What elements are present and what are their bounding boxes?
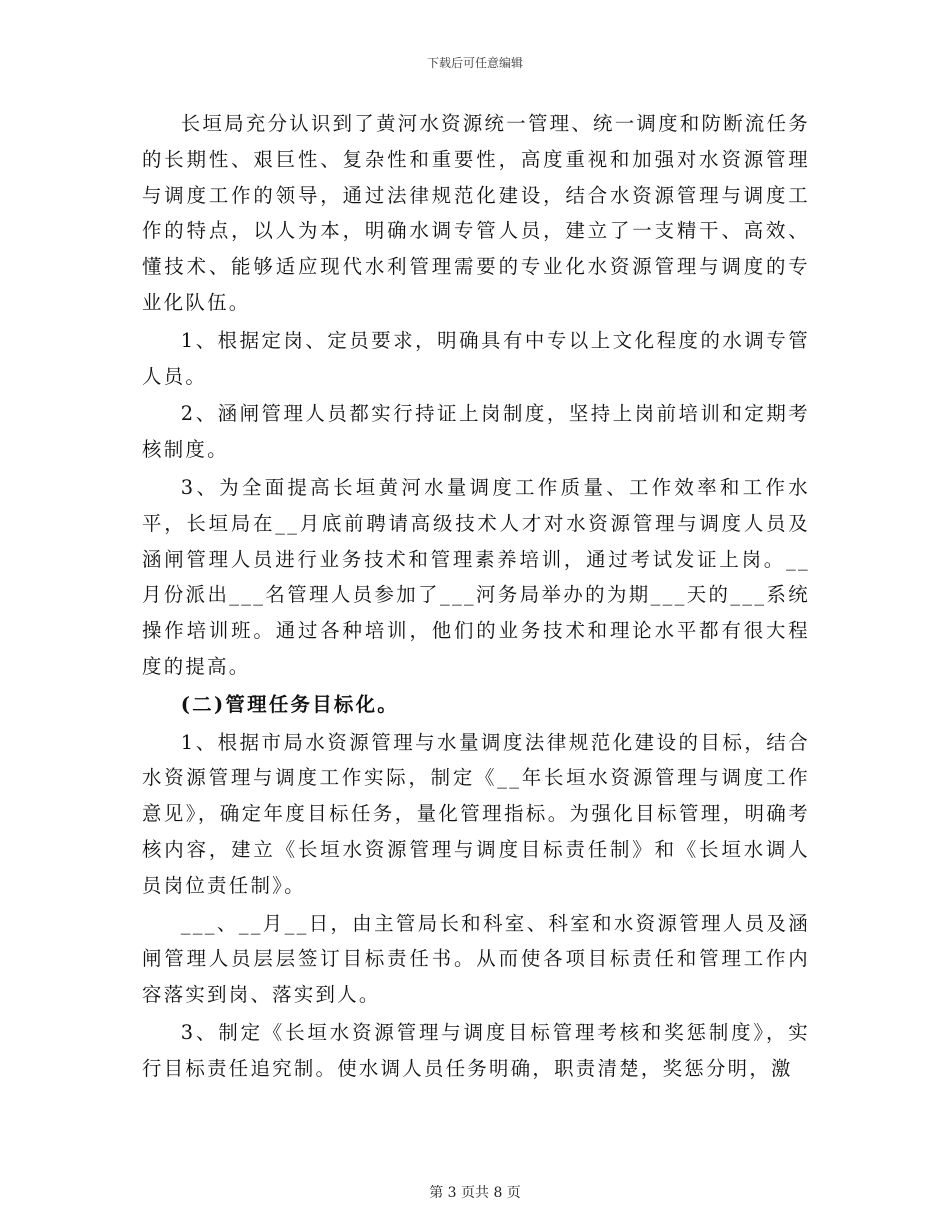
- paragraph-target-1: 1、根据市局水资源管理与水量调度法律规范化建设的目标，结合水资源管理与调度工作实际，制定《__年长垣水资源管理与调度工作意见》，确定年度目标任务，量化管理指标。为强化目标管理，明确考核内容，建立《长垣水资源管理与调度目标责任制》和《长垣水调人员岗位责任制》。: [142, 730, 810, 897]
- section-heading: (二)管理任务目标化。: [180, 692, 399, 716]
- page-header: 下载后可任意编辑: [426, 56, 523, 70]
- page-footer: 第 3 页共 8 页: [429, 1185, 521, 1201]
- paragraph-target-3: 3、制定《长垣水资源管理与调度目标管理考核和奖惩制度》，实行目标责任追究制。使水调人员任务明确，职责清楚，奖惩分明，激: [142, 1020, 810, 1080]
- paragraph-target-2: ___、__月__日，由主管局长和科室、科室和水资源管理人员及涵闸管理人员层层签订目标责任书。从而使各项目标责任和管理工作内容落实到岗、落实到人。: [142, 911, 810, 1007]
- paragraph-intro: 长垣局充分认识到了黄河水资源统一管理、统一调度和防断流任务的长期性、艰巨性、复杂性和重要性，高度重视和加强对水资源管理与调度工作的领导，通过法律规范化建设，结合水资源管理与调度工作的特点，以人为本，明确水调专管人员，建立了一支精干、高效、懂技术、能够适应现代水利管理需要的专业化水资源管理与调度的专业化队伍。: [142, 112, 810, 314]
- paragraph-item-1: 1、根据定岗、定员要求，明确具有中专以上文化程度的水调专管人员。: [142, 328, 810, 388]
- document-body: [142, 106, 810, 1089]
- paragraph-item-2: 2、涵闸管理人员都实行持证上岗制度，坚持上岗前培训和定期考核制度。: [142, 402, 810, 462]
- paragraph-item-3: 3、为全面提高长垣黄河水量调度工作质量、工作效率和工作水平，长垣局在__月底前聘请高级技术人才对水资源管理与调度人员及涵闸管理人员进行业务技术和管理素养培训，通过考试发证上岗。__月份派出___名管理人员参加了___河务局举办的为期___天的___系统操作培训班。通过各种培训，他们的业务技术和理论水平都有很大程度的提高。: [142, 475, 810, 678]
